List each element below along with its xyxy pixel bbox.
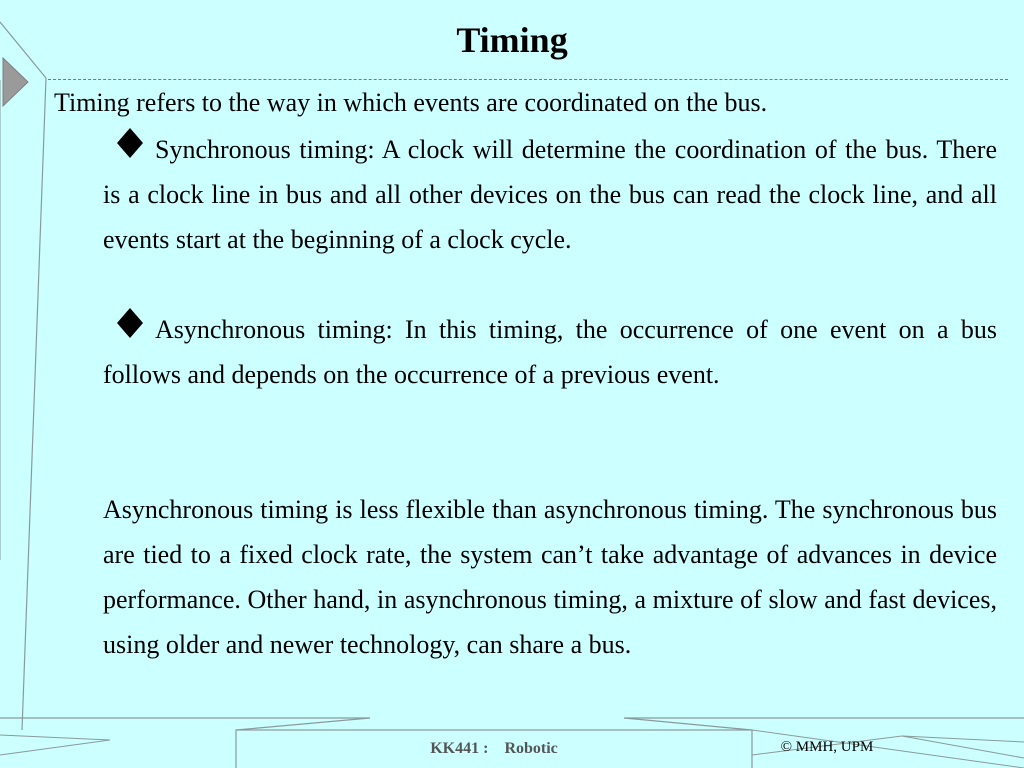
slide-title: Timing: [456, 20, 568, 60]
nav-arrow-icon: [3, 58, 28, 106]
footer-copyright: © MMH, UPM: [780, 739, 874, 755]
footer-course: [236, 730, 752, 768]
bullet-item: [103, 127, 997, 262]
title-divider: [48, 79, 1008, 80]
footer-course-code: KK441 :: [430, 740, 489, 757]
body-paragraph: Asynchronous timing is less flexible than asynchronous timing. The synchronous bus are tied to a fixed clock rate, the system can’t take advantage of advances in device performance. Other hand, in asynchronous timing, a mixture of slow and fast devices, using older and newer technology, can share a bus.: [103, 495, 997, 659]
bullet-text-synchronous: Synchronous timing: A clock will determine the coordination of the bus. There is a clock line in bus and all other devices on the bus can read the clock line, and all events start at the beginning of a clock cycle.: [103, 135, 997, 254]
footer-subject: Robotic: [504, 740, 558, 757]
intro-text: Timing refers to the way in which events are coordinated on the bus.: [54, 88, 768, 117]
bullet-item: [103, 307, 997, 397]
bullet-text-asynchronous: Asynchronous timing: In this timing, the occurrence of one event on a bus follows and depends on the occurrence of a previous event.: [103, 315, 997, 389]
